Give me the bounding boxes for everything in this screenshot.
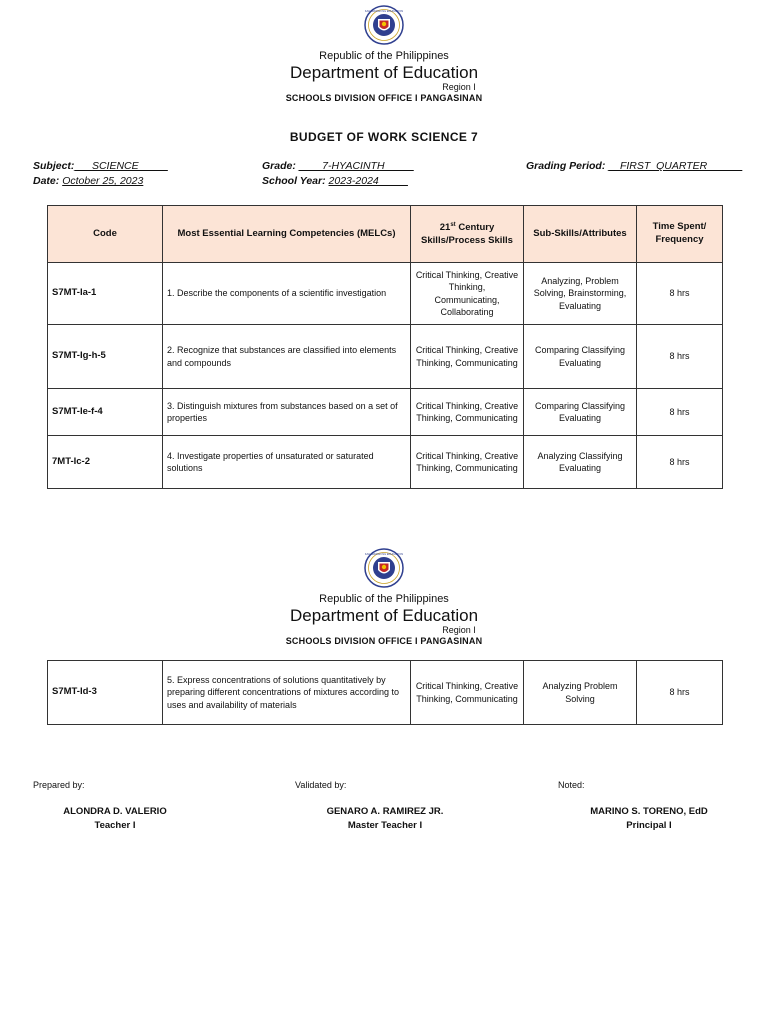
meta-subject (33, 160, 168, 172)
cell-subskills: Comparing Classifying Evaluating (524, 389, 637, 436)
school-year-value: 2023-2024_____ (328, 175, 408, 187)
header-code: Code (48, 206, 163, 263)
cell-skills: Critical Thinking, Creative Thinking, Communicating (411, 389, 524, 436)
cell-subskills: Comparing Classifying Evaluating (524, 325, 637, 389)
cell-time: 8 hrs (637, 661, 723, 725)
budget-of-work-table-continued (47, 660, 723, 725)
cell-code: 7MT-Ic-2 (48, 436, 163, 489)
header-division: SCHOOLS DIVISION OFFICE I PANGASINAN (285, 93, 483, 103)
header-skills-sup: st (450, 221, 456, 228)
signatory-validated (295, 805, 475, 833)
deped-seal-icon (364, 5, 404, 45)
noted-role: Principal I (626, 819, 672, 831)
grade-label: Grade: (262, 160, 296, 172)
header-republic-2: Republic of the Philippines (319, 593, 449, 605)
grading-period-value: __FIRST_QUARTER______ (608, 160, 743, 172)
date-label: Date: (33, 175, 60, 187)
table-row (48, 389, 723, 436)
cell-subskills: Analyzing Problem Solving (524, 661, 637, 725)
cell-melc: 3. Distinguish mixtures from substances based on a set of properties (163, 389, 411, 436)
date-value: October 25, 2023 (62, 175, 144, 187)
cell-time: 8 hrs (637, 436, 723, 489)
header-region-2: Region I (442, 625, 476, 635)
noted-label: Noted: (558, 780, 585, 790)
cell-subskills: Analyzing, Problem Solving, Brainstorming, Evaluating (524, 263, 637, 325)
signatory-prepared (25, 805, 205, 833)
header-subskills: Sub-Skills/Attributes (524, 206, 637, 263)
cell-time: 8 hrs (637, 325, 723, 389)
prepared-name: ALONDRA D. VALERIO (63, 806, 167, 817)
cell-code: S7MT-Ia-1 (48, 263, 163, 325)
budget-of-work-table (47, 205, 723, 489)
table-row (48, 325, 723, 389)
table-row (48, 661, 723, 725)
header-division-2: SCHOOLS DIVISION OFFICE I PANGASINAN (285, 636, 483, 646)
header-time: Time Spent/ Frequency (637, 206, 723, 263)
header-region: Region I (442, 82, 476, 92)
cell-code: S7MT-Ie-f-4 (48, 389, 163, 436)
cell-melc: 2. Recognize that substances are classified into elements and compounds (163, 325, 411, 389)
grading-period-label: Grading Period: (526, 160, 606, 172)
header-melc: Most Essential Learning Competencies (MELCs) (163, 206, 411, 263)
header-skills-pre: 21 (439, 221, 451, 233)
header-department-2: Department of Education (289, 606, 479, 625)
cell-subskills: Analyzing Classifying Evaluating (524, 436, 637, 489)
cell-time: 8 hrs (637, 389, 723, 436)
meta-school-year (262, 175, 408, 187)
header-republic: Republic of the Philippines (319, 50, 449, 62)
prepared-by-label: Prepared by: (33, 780, 85, 790)
cell-skills: Critical Thinking, Creative Thinking, Communicating (411, 325, 524, 389)
cell-melc: 1. Describe the components of a scientific investigation (163, 263, 411, 325)
school-year-label: School Year: (262, 175, 326, 187)
noted-name: MARINO S. TORENO, EdD (590, 806, 708, 817)
table-row (48, 263, 723, 325)
subject-label: Subject: (33, 160, 75, 172)
meta-date (33, 175, 143, 187)
validated-name: GENARO A. RAMIREZ JR. (326, 806, 444, 817)
header-department: Department of Education (289, 63, 479, 82)
header-skills (411, 206, 524, 263)
cell-time: 8 hrs (637, 263, 723, 325)
subject-value: ___SCIENCE_____ (74, 160, 168, 172)
header-skills-post: Century Skills/Process Skills (421, 221, 513, 246)
cell-skills: Critical Thinking, Creative Thinking, Communicating (411, 436, 524, 489)
document-title: BUDGET OF WORK SCIENCE 7 (289, 130, 479, 144)
deped-seal-icon-2 (364, 548, 404, 588)
meta-grade (262, 160, 414, 172)
table-header-row (48, 206, 723, 263)
prepared-role: Teacher I (94, 819, 136, 831)
cell-melc: 4. Investigate properties of unsaturated or saturated solutions (163, 436, 411, 489)
deped-seal-text-2: KAGAWARAN NG EDUKASYON (364, 553, 404, 557)
meta-grading-period (526, 160, 742, 172)
cell-skills: Critical Thinking, Creative Thinking, Communicating (411, 661, 524, 725)
signatory-noted (559, 805, 739, 833)
table-row (48, 436, 723, 489)
grade-value: ____7-HYACINTH_____ (298, 160, 414, 172)
validated-role: Master Teacher I (347, 819, 423, 831)
validated-by-label: Validated by: (295, 780, 347, 790)
cell-code: S7MT-Id-3 (48, 661, 163, 725)
cell-code: S7MT-Ig-h-5 (48, 325, 163, 389)
deped-seal-text: KAGAWARAN NG EDUKASYON (364, 10, 404, 14)
cell-skills: Critical Thinking, Creative Thinking, Communicating, Collaborating (411, 263, 524, 325)
cell-melc: 5. Express concentrations of solutions quantitatively by preparing different concentrations of mixtures according to uses and availability of materials (163, 661, 411, 725)
